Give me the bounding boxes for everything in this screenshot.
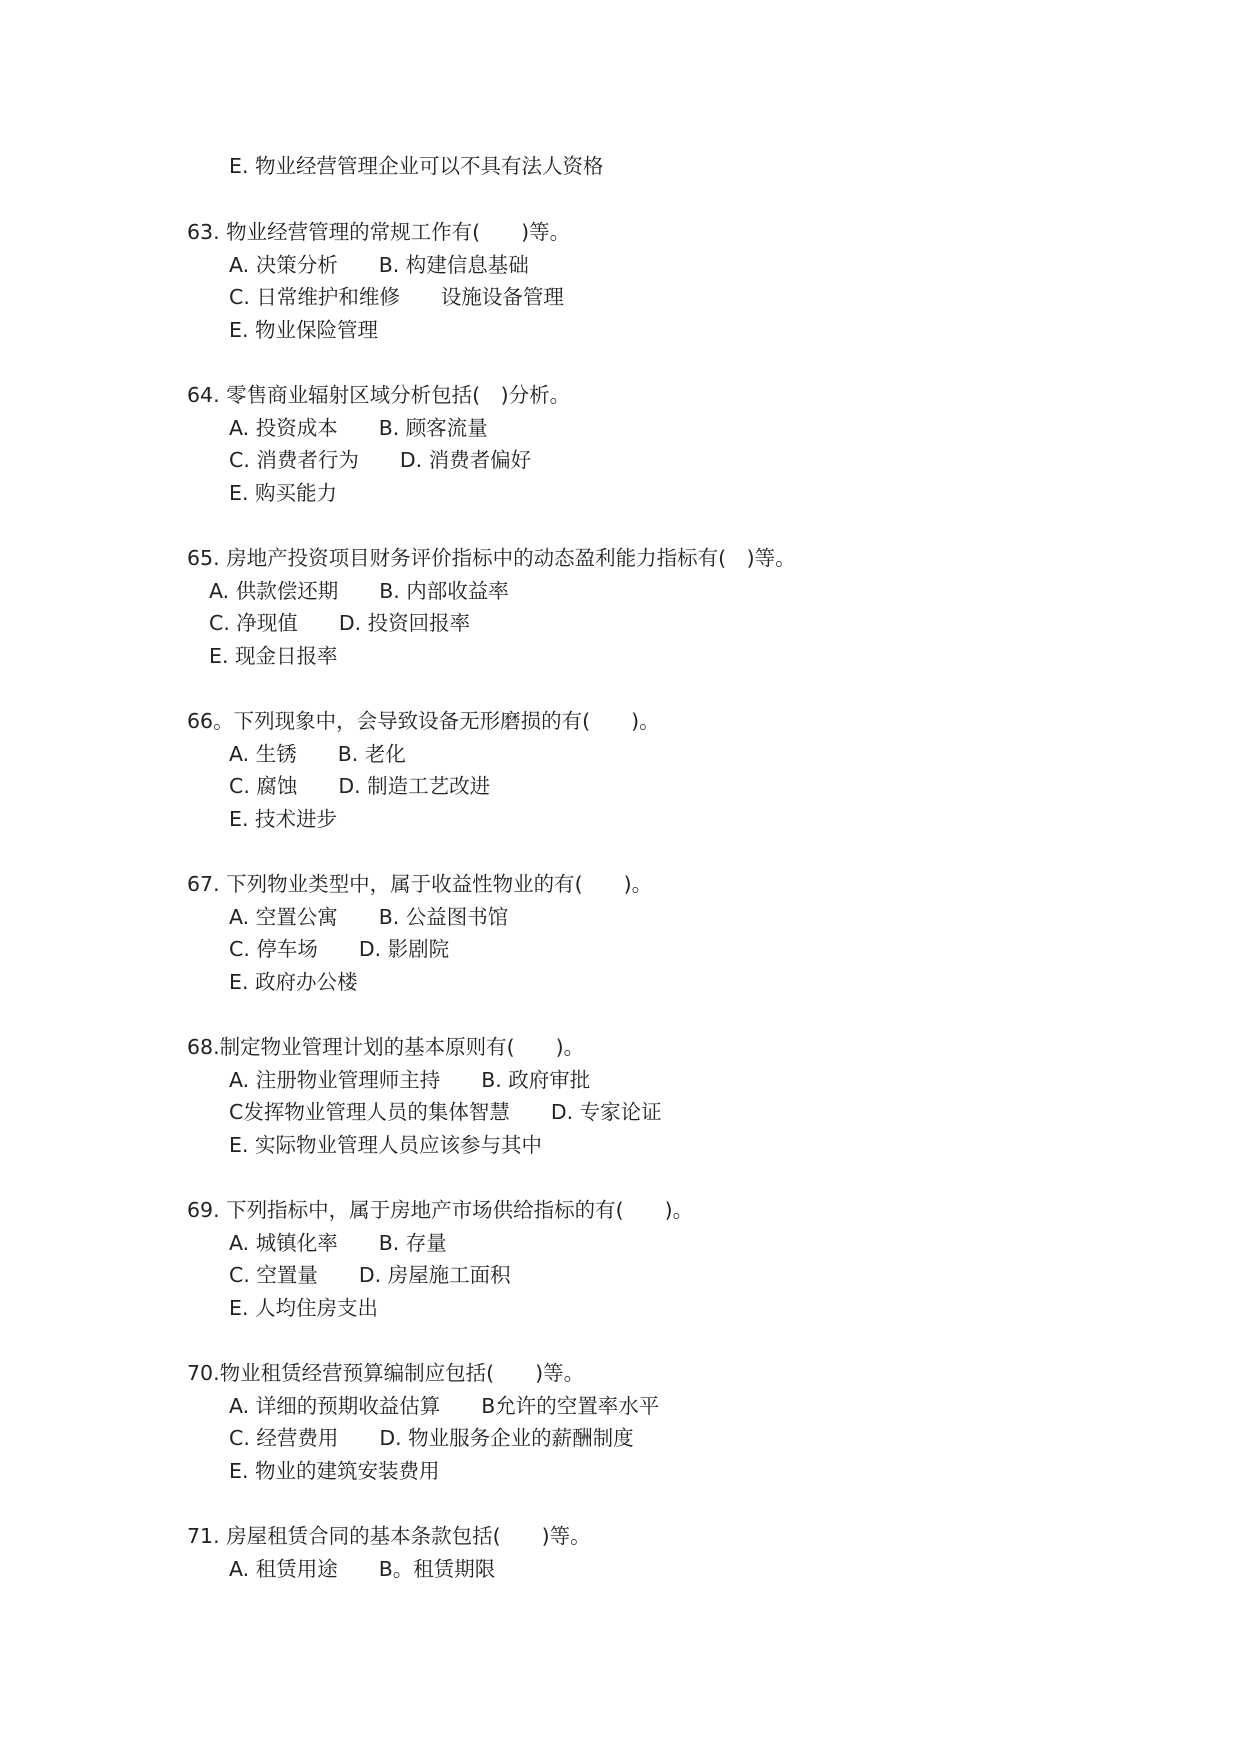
question-71: 71. 房屋租赁合同的基本条款包括( )等。 (187, 1524, 591, 1548)
option-line: C. 经营费用 D. 物业服务企业的薪酬制度 (229, 1426, 634, 1450)
option-line: E. 现金日报率 (209, 644, 338, 668)
question-63: 63. 物业经营管理的常规工作有( )等。 (187, 220, 571, 244)
option-line: C. 消费者行为 D. 消费者偏好 (229, 448, 532, 472)
question-64: 64. 零售商业辐射区域分析包括( )分析。 (187, 383, 571, 407)
question-68: 68.制定物业管理计划的基本原则有( )。 (187, 1035, 585, 1059)
option-line: A. 注册物业管理师主持 B. 政府审批 (229, 1068, 591, 1092)
question-67: 67. 下列物业类型中，属于收益性物业的有( )。 (187, 872, 653, 896)
option-line: C. 停车场 D. 影剧院 (229, 937, 450, 961)
option-line: E. 购买能力 (229, 481, 337, 505)
option-line: A. 租赁用途 B。租赁期限 (229, 1557, 496, 1581)
option-line: E. 物业的建筑安装费用 (229, 1459, 440, 1483)
option-line: A. 生锈 B. 老化 (229, 742, 406, 766)
option-line: A. 供款偿还期 B. 内部收益率 (209, 579, 509, 603)
option-line: C发挥物业管理人员的集体智慧 D. 专家论证 (229, 1100, 662, 1124)
option-line: C. 净现值 D. 投资回报率 (209, 611, 471, 635)
option-line: C. 腐蚀 D. 制造工艺改进 (229, 774, 491, 798)
option-line: A. 详细的预期收益估算 B允许的空置率水平 (229, 1394, 660, 1418)
question-69: 69. 下列指标中，属于房地产市场供给指标的有( )。 (187, 1198, 694, 1222)
option-line: A. 投资成本 B. 顾客流量 (229, 416, 488, 440)
option-line: C. 日常维护和维修 设施设备管理 (229, 285, 564, 309)
option-line: C. 空置量 D. 房屋施工面积 (229, 1263, 511, 1287)
option-line: E. 物业保险管理 (229, 318, 378, 342)
option-line: A. 决策分析 B. 构建信息基础 (229, 253, 529, 277)
question-70: 70.物业租赁经营预算编制应包括( )等。 (187, 1361, 585, 1385)
option-line: A. 城镇化率 B. 存量 (229, 1231, 447, 1255)
option-line: E. 人均住房支出 (229, 1296, 378, 1320)
option-line: A. 空置公寓 B. 公益图书馆 (229, 905, 509, 929)
option-line: E. 政府办公楼 (229, 970, 358, 994)
question-66: 66。下列现象中，会导致设备无形磨损的有( )。 (187, 709, 660, 733)
option-line: E. 物业经营管理企业可以不具有法人资格 (229, 154, 604, 178)
question-65: 65. 房地产投资项目财务评价指标中的动态盈利能力指标有( )等。 (187, 546, 796, 570)
option-line: E. 技术进步 (229, 807, 337, 831)
option-line: E. 实际物业管理人员应该参与其中 (229, 1133, 542, 1157)
